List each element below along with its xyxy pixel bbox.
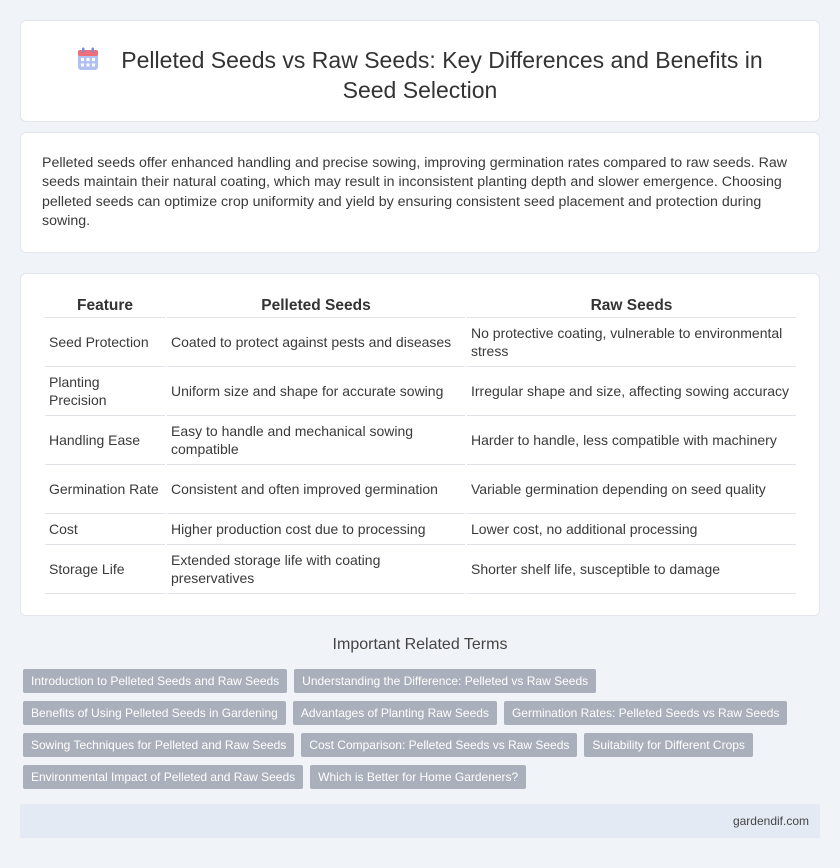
related-term-tag[interactable]: Advantages of Planting Raw Seeds — [293, 701, 497, 725]
related-term-tag[interactable]: Germination Rates: Pelleted Seeds vs Raw Seeds — [504, 701, 787, 725]
feature-cell: Germination Rate — [45, 465, 165, 514]
related-term-tag[interactable]: Suitability for Different Crops — [584, 733, 753, 757]
footer-site-link[interactable]: gardendif.com — [732, 814, 809, 828]
table-row — [45, 367, 796, 416]
pelleted-cell: Coated to protect against pests and diseases — [167, 318, 465, 367]
feature-cell: Seed Protection — [45, 318, 165, 367]
related-term-tag[interactable]: Benefits of Using Pelleted Seeds in Gardening — [23, 701, 286, 725]
related-terms-heading: Important Related Terms — [332, 636, 508, 653]
feature-cell: Storage Life — [45, 545, 165, 594]
feature-cell: Planting Precision — [45, 367, 165, 416]
intro-card — [20, 132, 820, 253]
related-terms-list — [23, 669, 813, 797]
calendar-icon — [77, 47, 99, 71]
table-row — [45, 514, 796, 545]
pelleted-cell: Uniform size and shape for accurate sowing — [167, 367, 465, 416]
related-term-tag[interactable]: Environmental Impact of Pelleted and Raw Seeds — [23, 765, 303, 789]
table-row — [45, 465, 796, 514]
raw-cell: Harder to handle, less compatible with machinery — [467, 416, 796, 465]
table-row — [45, 318, 796, 367]
raw-cell: Lower cost, no additional processing — [467, 514, 796, 545]
feature-cell: Cost — [45, 514, 165, 545]
header-raw: Raw Seeds — [467, 296, 796, 318]
raw-cell: Shorter shelf life, susceptible to damage — [467, 545, 796, 594]
related-term-tag[interactable]: Cost Comparison: Pelleted Seeds vs Raw Seeds — [301, 733, 577, 757]
related-term-tag[interactable]: Introduction to Pelleted Seeds and Raw Seeds — [23, 669, 287, 693]
table-row — [45, 545, 796, 594]
page-title: Pelleted Seeds vs Raw Seeds: Key Differences and Benefits in Seed Selection — [121, 47, 763, 103]
feature-cell: Handling Ease — [45, 416, 165, 465]
pelleted-cell: Extended storage life with coating preservatives — [167, 545, 465, 594]
related-term-tag[interactable]: Understanding the Difference: Pelleted vs Raw Seeds — [294, 669, 596, 693]
raw-cell: Irregular shape and size, affecting sowing accuracy — [467, 367, 796, 416]
footer-bar — [20, 804, 820, 838]
table-row — [45, 416, 796, 465]
title-card — [20, 20, 820, 122]
raw-cell: No protective coating, vulnerable to environmental stress — [467, 318, 796, 367]
header-pelleted: Pelleted Seeds — [167, 296, 465, 318]
header-feature: Feature — [45, 296, 165, 318]
related-term-tag[interactable]: Sowing Techniques for Pelleted and Raw Seeds — [23, 733, 294, 757]
comparison-card — [20, 273, 820, 616]
table-header-row — [45, 296, 796, 318]
comparison-table — [43, 296, 798, 594]
related-term-tag[interactable]: Which is Better for Home Gardeners? — [310, 765, 526, 789]
intro-paragraph: Pelleted seeds offer enhanced handling and precise sowing, improving germination rates compared to raw seeds. Raw seeds maintain their natural coating, which may result in inconsistent planting depth and slower emergence. Choosing pelleted seeds can optimize crop uniformity and yield by ensuring consistent seed placement and protection during sowing. — [42, 155, 788, 229]
pelleted-cell: Higher production cost due to processing — [167, 514, 465, 545]
pelleted-cell: Consistent and often improved germination — [167, 465, 465, 514]
pelleted-cell: Easy to handle and mechanical sowing compatible — [167, 416, 465, 465]
raw-cell: Variable germination depending on seed quality — [467, 465, 796, 514]
